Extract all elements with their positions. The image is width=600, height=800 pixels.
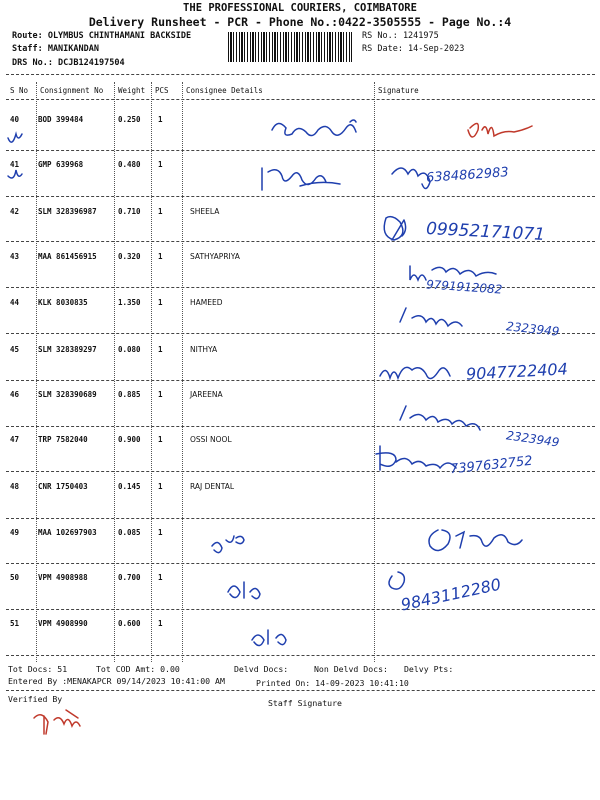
row-sno: 40 — [10, 115, 20, 124]
handwritten-phone: 9047722404 — [465, 359, 569, 384]
delivery-points: Delvy Pts: — [404, 664, 454, 674]
row-weight: 0.900 — [118, 435, 141, 444]
row-sno: 49 — [10, 528, 20, 537]
row-pcs: 1 — [158, 435, 163, 444]
row-consignment: SLM 328390689 — [38, 390, 97, 399]
handwritten-phone: 7397632752 — [449, 453, 534, 478]
handwritten-mark — [228, 582, 260, 599]
col-consignment: Consignment No — [40, 86, 104, 95]
signature-mark — [429, 530, 522, 551]
total-cod: Tot COD Amt: 0.00 — [96, 664, 180, 674]
non-delivered-docs: Non Delvd Docs: — [314, 664, 388, 674]
row-sno: 44 — [10, 298, 20, 307]
signature-mark — [389, 572, 404, 589]
row-weight: 0.080 — [118, 345, 141, 354]
row-consignment: BOD 399484 — [38, 115, 84, 124]
handwritten-mark — [8, 134, 22, 178]
drs-number: DRS No.: DCJB124197504 — [12, 58, 125, 68]
row-sno: 46 — [10, 390, 20, 399]
row-pcs: 1 — [158, 207, 163, 216]
signature-mark — [376, 446, 456, 470]
staff-label: Staff: MANIKANDAN — [12, 44, 99, 54]
row-sno: 42 — [10, 207, 20, 216]
row-weight: 0.320 — [118, 252, 141, 261]
rs-date: RS Date: 14-Sep-2023 — [362, 44, 465, 54]
signature-mark — [392, 168, 430, 189]
row-pcs: 1 — [158, 619, 163, 628]
handwritten-mark — [272, 120, 356, 136]
row-consignment: SLM 328396987 — [38, 207, 97, 216]
row-consignee: SATHYAPRIYA — [190, 252, 240, 261]
staff-signature-label: Staff Signature — [268, 698, 342, 708]
row-consignee: HAMEED — [190, 298, 223, 307]
signature-mark — [380, 367, 450, 378]
row-sno: 43 — [10, 252, 20, 261]
row-weight: 0.700 — [118, 573, 141, 582]
handwritten-mark — [212, 536, 244, 553]
row-consignment: GMP 639968 — [38, 160, 84, 169]
signature-mark — [384, 217, 405, 240]
row-sno: 50 — [10, 573, 20, 582]
divider — [6, 690, 595, 691]
handwritten-mark — [252, 630, 286, 646]
row-consignee: OSSI NOOL — [190, 435, 232, 444]
row-pcs: 1 — [158, 160, 163, 169]
row-pcs: 1 — [158, 482, 163, 491]
row-consignee: RAJ DENTAL — [190, 482, 235, 491]
handwritten-phone: 2323949 — [505, 428, 561, 450]
signature-mark — [34, 710, 80, 734]
row-sno: 47 — [10, 435, 20, 444]
printed-on: Printed On: 14-09-2023 10:41:10 — [256, 678, 409, 688]
row-weight: 0.085 — [118, 528, 141, 537]
row-weight: 0.710 — [118, 207, 141, 216]
handwritten-phone: 6384862983 — [425, 165, 510, 186]
signature-mark — [468, 123, 532, 137]
row-pcs: 1 — [158, 298, 163, 307]
signature-mark — [400, 406, 480, 430]
col-signature: Signature — [378, 86, 419, 95]
row-pcs: 1 — [158, 252, 163, 261]
handwritten-phone: 2323949 — [505, 319, 561, 339]
row-pcs: 1 — [158, 115, 163, 124]
delivered-docs: Delvd Docs: — [234, 664, 289, 674]
rs-number: RS No.: 1241975 — [362, 31, 439, 41]
row-pcs: 1 — [158, 345, 163, 354]
signature-mark — [400, 308, 462, 326]
route-label: Route: OLYMBUS CHINTHAMANI BACKSIDE — [12, 31, 192, 41]
handwritten-mark — [262, 168, 340, 190]
runsheet-subtitle: Delivery Runsheet - PCR - Phone No.:0422-3505555 - Page No.:4 — [88, 15, 512, 29]
row-consignment: VPM 4908990 — [38, 619, 88, 628]
row-consignment: KLK 8030835 — [38, 298, 88, 307]
col-pcs: PCS — [155, 86, 169, 95]
row-sno: 48 — [10, 482, 20, 491]
row-weight: 0.600 — [118, 619, 141, 628]
handwritten-phone: 9843112280 — [399, 574, 503, 615]
row-weight: 0.145 — [118, 482, 141, 491]
total-docs: Tot Docs: 51 — [8, 664, 68, 674]
row-consignment: CNR 1750403 — [38, 482, 88, 491]
row-consignment: VPM 4908988 — [38, 573, 88, 582]
row-consignee: JAREENA — [190, 390, 223, 399]
signature-mark — [410, 266, 496, 280]
row-weight: 1.350 — [118, 298, 141, 307]
row-consignee: SHEELA — [190, 207, 220, 216]
row-consignee: NITHYA — [190, 345, 218, 354]
row-consignment: MAA 861456915 — [38, 252, 97, 261]
entered-by: Entered By :MENAKAPCR 09/14/2023 10:41:00 AM — [8, 676, 225, 686]
row-pcs: 1 — [158, 528, 163, 537]
company-title: THE PROFESSIONAL COURIERS, COIMBATORE — [183, 2, 417, 14]
handwritten-phone: 9791912082 — [425, 277, 503, 297]
col-weight: Weight — [118, 86, 146, 95]
row-weight: 0.250 — [118, 115, 141, 124]
row-weight: 0.885 — [118, 390, 141, 399]
row-weight: 0.480 — [118, 160, 141, 169]
row-sno: 41 — [10, 160, 20, 169]
row-consignment: TRP 7582040 — [38, 435, 88, 444]
row-pcs: 1 — [158, 390, 163, 399]
verified-by-label: Verified By — [8, 694, 63, 704]
col-sno: S No — [10, 86, 29, 95]
row-consignment: MAA 102697903 — [38, 528, 97, 537]
row-sno: 51 — [10, 619, 20, 628]
row-consignment: SLM 328389297 — [38, 345, 97, 354]
handwritten-phone: 09952171071 — [425, 218, 546, 246]
col-details: Consignee Details — [186, 86, 263, 95]
row-pcs: 1 — [158, 573, 163, 582]
row-sno: 45 — [10, 345, 20, 354]
